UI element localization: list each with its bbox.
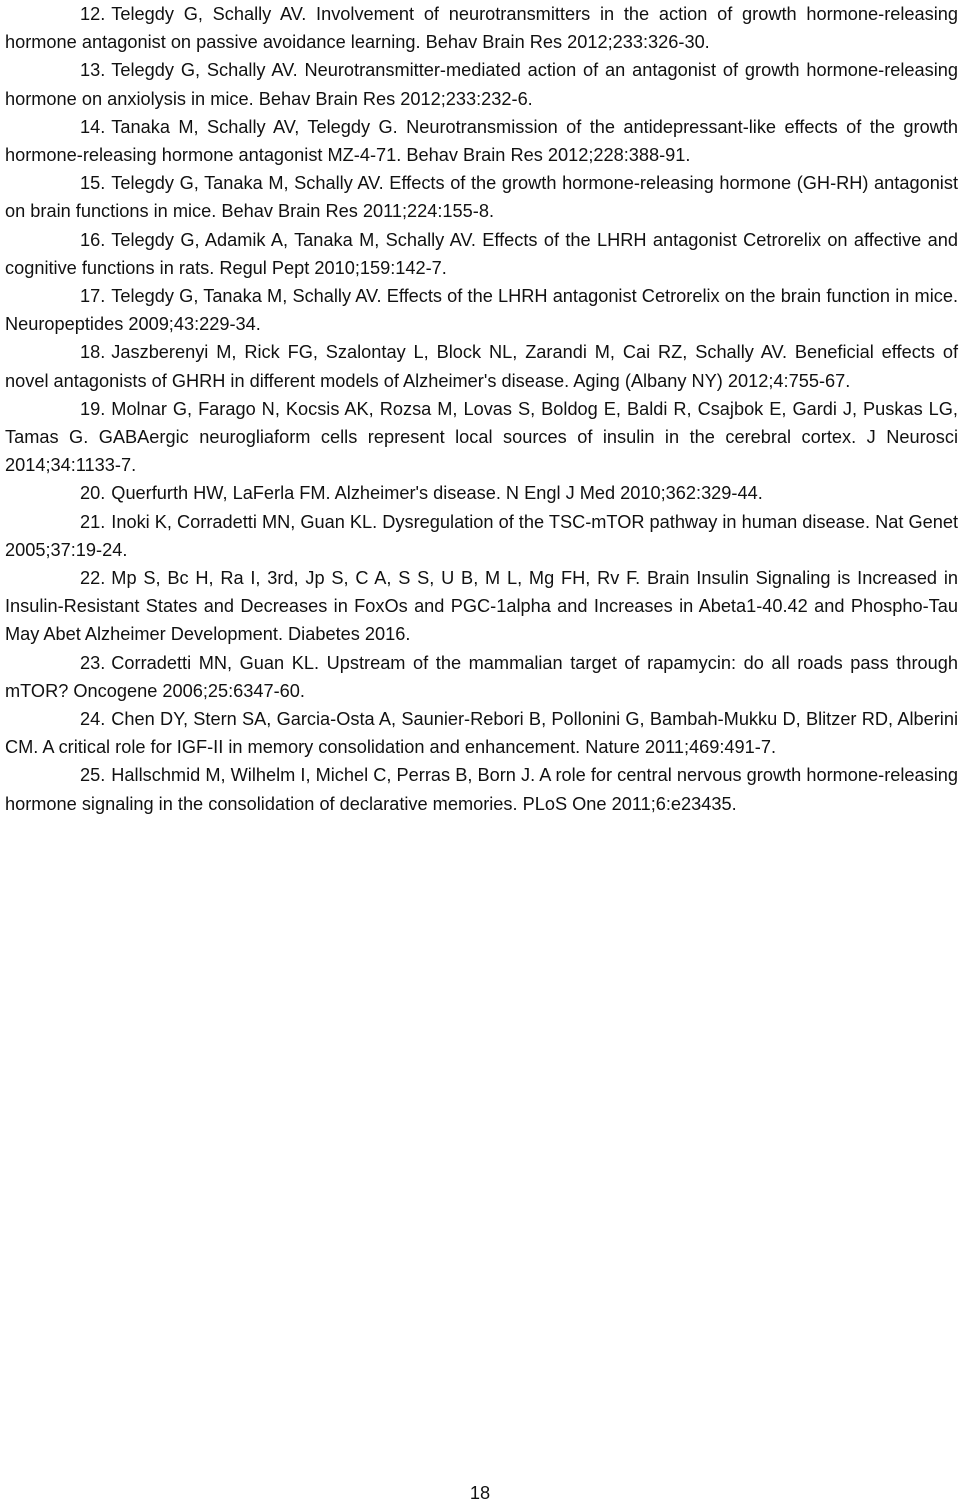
reference-list [5, 0, 958, 818]
reference-text: Mp S, Bc H, Ra I, 3rd, Jp S, C A, S S, U B, M L, Mg FH, Rv F. Brain Insulin Signaling is Increased in Insulin-Resistant States and Decreases in FoxOs and PGC-1alpha and Increases in Abeta1-40.42 and Phospho-Tau May Abet Alzheimer Development. Diabetes 2016. [5, 568, 958, 645]
reference-text: Telegdy G, Tanaka M, Schally AV. Effects of the LHRH antagonist Cetrorelix on the brain function in mice. Neuropeptides 2009;43:229-34. [5, 286, 958, 335]
reference-number: 16. [80, 229, 106, 250]
reference-item [5, 169, 958, 225]
page-number: 18 [469, 1483, 491, 1503]
reference-item [5, 226, 958, 282]
reference-number: 24. [80, 709, 106, 730]
reference-number: 23. [80, 652, 106, 673]
reference-number: 19. [80, 398, 106, 419]
reference-number: 15. [80, 173, 106, 194]
reference-item [5, 338, 958, 394]
reference-item [5, 0, 958, 56]
reference-item [5, 564, 958, 649]
reference-text: Tanaka M, Schally AV, Telegdy G. Neurotransmission of the antidepressant-like effects of the growth hormone-releasing hormone antagonist MZ-4-71. Behav Brain Res 2012;228:388-91. [5, 116, 958, 166]
reference-text: Telegdy G, Schally AV. Neurotransmitter-mediated action of an antagonist of growth hormone-releasing hormone on anxiolysis in mice. Behav Brain Res 2012;233:232-6. [5, 60, 958, 109]
reference-number: 20. [80, 483, 106, 504]
reference-number: 17. [80, 286, 106, 307]
reference-text: Telegdy G, Tanaka M, Schally AV. Effects of the growth hormone-releasing hormone (GH-RH) antagonist on brain functions in mice. Behav Brain Res 2011;224:155-8. [5, 173, 958, 222]
reference-number: 25. [80, 765, 106, 786]
reference-item [5, 113, 958, 169]
document-page [5, 0, 958, 818]
reference-text: Hallschmid M, Wilhelm I, Michel C, Perras B, Born J. A role for central nervous growth hormone-releasing hormone signaling in the consolidation of declarative memories. PLoS One 2011;6:e23435. [5, 765, 958, 814]
reference-number: 22. [80, 568, 106, 589]
reference-item [5, 479, 958, 507]
reference-text: Telegdy G, Schally AV. Involvement of neurotransmitters in the action of growth hormone-releasing hormone antagonist on passive avoidance learning. Behav Brain Res 2012;233:326-30. [5, 4, 958, 53]
reference-number: 12. [80, 4, 106, 24]
reference-item [5, 395, 958, 480]
reference-number: 13. [80, 60, 106, 81]
reference-number: 21. [80, 511, 106, 532]
reference-item [5, 761, 958, 817]
reference-text: Jaszberenyi M, Rick FG, Szalontay L, Block NL, Zarandi M, Cai RZ, Schally AV. Beneficial effects of novel antagonists of GHRH in different models of Alzheimer's disease. Aging (Albany NY) 2012;4:755-67. [5, 342, 958, 391]
reference-number: 18. [80, 342, 106, 363]
reference-item [5, 649, 958, 705]
reference-item [5, 56, 958, 112]
reference-item [5, 705, 958, 761]
reference-text: Telegdy G, Adamik A, Tanaka M, Schally AV. Effects of the LHRH antagonist Cetrorelix on affective and cognitive functions in rats. Regul Pept 2010;159:142-7. [5, 229, 958, 278]
reference-text: Corradetti MN, Guan KL. Upstream of the mammalian target of rapamycin: do all roads pass through mTOR? Oncogene 2006;25:6347-60. [5, 652, 958, 701]
reference-text: Chen DY, Stern SA, Garcia-Osta A, Saunier-Rebori B, Pollonini G, Bambah-Mukku D, Blitzer RD, Alberini CM. A critical role for IGF-II in memory consolidation and enhancement. Nature 2011;469:491-7. [5, 709, 958, 758]
reference-item [5, 282, 958, 338]
reference-text: Querfurth HW, LaFerla FM. Alzheimer's disease. N Engl J Med 2010;362:329-44. [111, 483, 763, 504]
reference-text: Molnar G, Farago N, Kocsis AK, Rozsa M, Lovas S, Boldog E, Baldi R, Csajbok E, Gardi J, Puskas LG, Tamas G. GABAergic neurogliaform cells represent local sources of insulin in the cerebral cortex. J Neurosci 2014;34:1133-7. [5, 398, 958, 476]
reference-item [5, 508, 958, 564]
reference-text: Inoki K, Corradetti MN, Guan KL. Dysregulation of the TSC-mTOR pathway in human disease. Nat Genet 2005;37:19-24. [5, 511, 958, 560]
reference-number: 14. [80, 116, 106, 137]
